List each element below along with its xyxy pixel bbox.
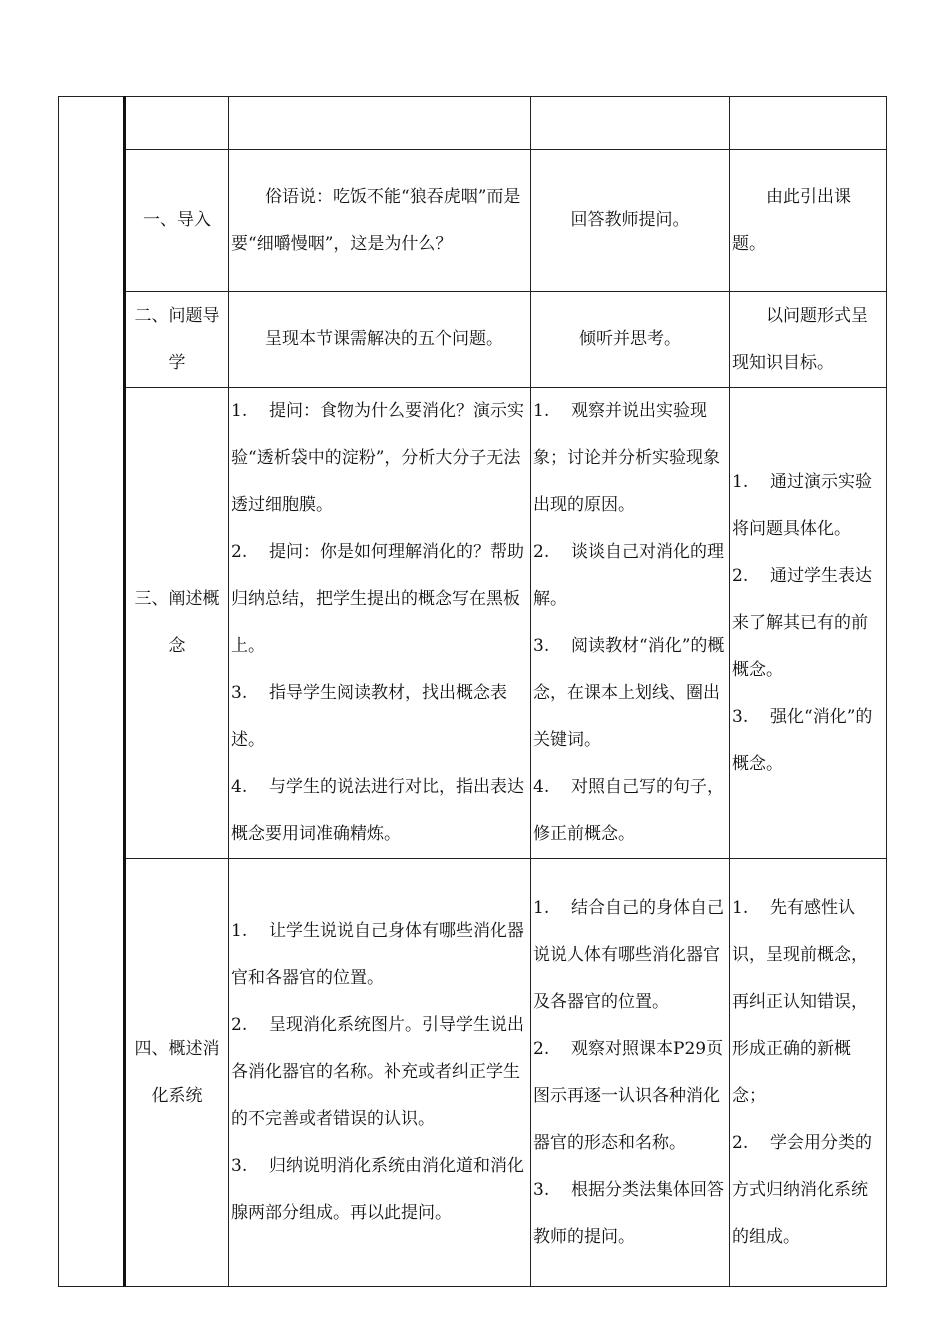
teacher-cell [229,859,531,1287]
list-item: 3. 阅读教材“消化”的概念，在课本上划线、圈出关键词。 [533,636,725,750]
list-item: 2. 观察对照课本P29页图示再逐一认识各种消化器官的形态和名称。 [533,1038,724,1153]
list-item: 1. 观察并说出实验现象；讨论并分析实验现象出现的原因。 [533,401,720,515]
lesson-plan-table [58,96,887,1287]
student-cell: 倾听并思考。 [531,292,730,388]
table-row [59,150,887,292]
stage-cell: 二、问题导学 [125,292,229,388]
table-row [59,388,887,859]
stage-cell [125,97,229,150]
list-item: 1. 结合自己的身体自己说说人体有哪些消化器官及各器官的位置。 [533,897,724,1012]
list-item: 1. 先有感性认识，呈现前概念，再纠正认知错误，形成正确的新概念； [732,897,868,1106]
teacher-cell [229,97,531,150]
list-item: 2. 提问：你是如何理解消化的？帮助归纳总结，把学生提出的概念写在黑板上。 [231,542,524,656]
list-item: 4. 与学生的说法进行对比，指出表达概念要用词准确精炼。 [231,777,524,844]
teacher-cell: 俗语说：吃饭不能“狼吞虎咽”而是要“细嚼慢咽”，这是为什么？ [229,150,531,292]
teacher-cell: 呈现本节课需解决的五个问题。 [229,292,531,388]
list-item: 1. 提问：食物为什么要消化？演示实验“透析袋中的淀粉”，分析大分子无法透过细胞膜。 [231,401,524,515]
student-cell [531,388,730,859]
list-item: 2. 学会用分类的方式归纳消化系统的组成。 [732,1132,872,1247]
list-item: 4. 对照自己写的句子，修正前概念。 [533,777,724,844]
list-item: 1. 让学生说说自己身体有哪些消化器官和各器官的位置。 [231,921,524,988]
list-item: 2. 呈现消化系统图片。引导学生说出各消化器官的名称。补充或者纠正学生的不完善或者错误的认识。 [231,1015,524,1129]
intent-cell [730,859,887,1287]
table-row [59,292,887,388]
list-item: 3. 指导学生阅读教材，找出概念表述。 [231,683,507,750]
stage-cell: 三、阐述概念 [125,388,229,859]
outer-left-cell [59,97,125,1287]
list-item: 2. 通过学生表达来了解其已有的前概念。 [732,565,872,680]
table-row [59,859,887,1287]
intent-cell: 由此引出课题。 [730,150,887,292]
intent-cell [730,388,887,859]
list-item: 3. 强化“消化”的概念。 [732,706,873,774]
student-cell: 回答教师提问。 [531,150,730,292]
teacher-cell [229,388,531,859]
intent-cell: 以问题形式呈现知识目标。 [730,292,887,388]
list-item: 1. 通过演示实验将问题具体化。 [732,471,872,539]
student-cell [531,97,730,150]
table-row [59,97,887,150]
list-item: 3. 归纳说明消化系统由消化道和消化腺两部分组成。再以此提问。 [231,1156,524,1223]
stage-cell: 四、概述消化系统 [125,859,229,1287]
list-item: 3. 根据分类法集体回答教师的提问。 [533,1179,724,1247]
student-cell [531,859,730,1287]
intent-cell [730,97,887,150]
stage-cell: 一、导入 [125,150,229,292]
list-item: 2. 谈谈自己对消化的理解。 [533,542,724,609]
